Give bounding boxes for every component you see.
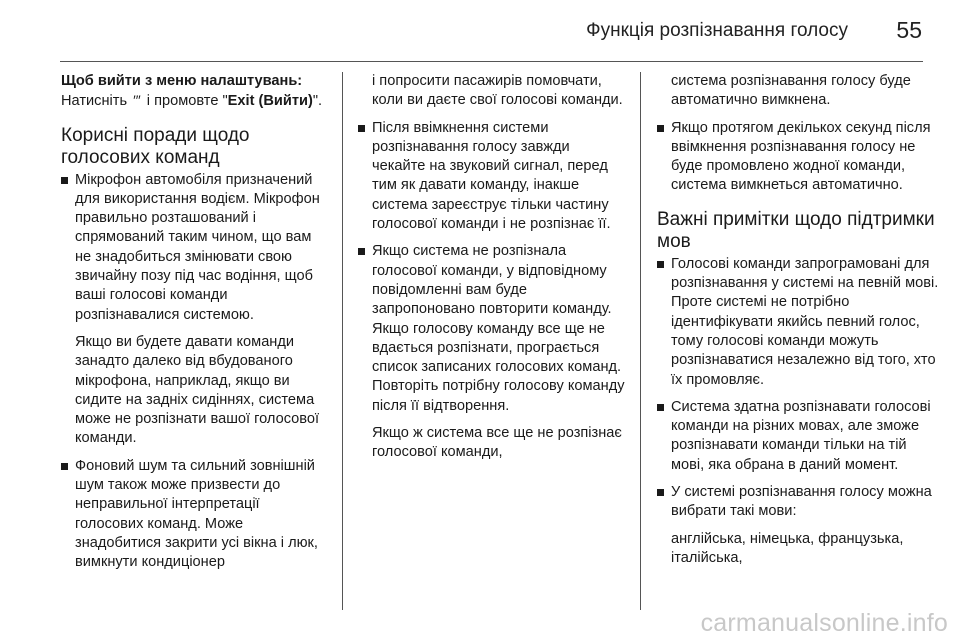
column-3	[657, 72, 942, 576]
continuation-text: і попросити пасажирів помовчати, коли ви даєте свої голосові команди.	[372, 73, 623, 109]
tip-text: Мікрофон автомобіля призначений для використання водієм. Мікрофон правильно розташований і спрямований таким чином, що вам не знадобиться змінювати свою звичайну позу під час водіння, щоб ваші голосові команди розпізнавалися системою.	[75, 171, 320, 323]
list-item	[61, 457, 331, 573]
tips-list-continued	[358, 119, 626, 463]
note-extra: англійська, німецька, французька, італійська,	[671, 530, 904, 566]
exit-text-before: Натисніть	[61, 93, 128, 110]
list-item	[657, 483, 942, 568]
bullet-icon	[61, 177, 68, 184]
tip-text: Якщо система не розпізнала голосової команди, у відповідному повідомленні вам буде запропоновано повторити команду. Якщо голосову команду все ще не вдається розпізнати, програється список записаних голосових команд. Повторіть потрібну голосову команду після її відтворення.	[372, 243, 625, 414]
bullet-icon	[657, 404, 664, 411]
bullet-icon	[358, 248, 365, 255]
bullet-icon	[657, 261, 664, 268]
page-number: 55	[896, 17, 922, 43]
list-item	[358, 119, 626, 235]
tip-text: Фоновий шум та сильний зовнішній шум також може призвести до неправильної інтерпретації голосових команд. Може знадобитися закрити усі вікна і люк, вимкнути кондиціонер	[75, 457, 318, 571]
voice-control-icon: ′″	[133, 92, 141, 109]
tip-extra: Якщо ви будете давати команди занадто далеко від вбудованого мікрофона, наприклад, якщо ви сидите на задніх сидіннях, система може не розпізнати вашої голосової команди.	[75, 333, 320, 447]
bullet-icon	[61, 463, 68, 470]
exit-command: Exit (Вийти)	[227, 93, 313, 110]
notes-list	[657, 255, 942, 568]
list-item	[61, 171, 331, 449]
exit-text-mid: і промовте "	[146, 93, 228, 110]
header-divider	[60, 61, 923, 62]
exit-instruction	[61, 91, 331, 111]
note-text: Голосові команди запрограмовані для розпізнавання у системі на певній мові. Проте системі не потрібно ідентифікувати якийсь певний голос, тому голосові команди можуть розпізнаватися незалежно від того, хто їх промовляє.	[671, 255, 939, 388]
continuation-text: система розпізнавання голосу буде автоматично вимкнена.	[671, 73, 911, 109]
bullet-icon	[657, 125, 664, 132]
tip-extra: Якщо ж система все ще не розпізнає голосової команди,	[372, 425, 622, 461]
tip-text: Після ввімкнення системи розпізнавання голосу завжди чекайте на звуковий сигнал, перед тим як давати команду, інакше система зареєструє тільки частину голосової команди і не розпізнає її.	[372, 119, 611, 233]
tips-list	[61, 171, 331, 573]
list-item	[358, 242, 626, 462]
column-divider-2	[640, 72, 641, 610]
column-divider-1	[342, 72, 343, 610]
column-2	[358, 72, 626, 471]
page-title: Функція розпізнавання голосу	[586, 20, 848, 41]
list-item	[657, 398, 942, 475]
page-header	[0, 0, 960, 60]
tip-text: Якщо протягом декількох секунд після ввімкнення розпізнавання голосу не буде промовлено жодної команди, система вимкнеться автоматично.	[671, 119, 931, 194]
tips-list-end	[657, 119, 942, 196]
notes-heading: Важні примітки щодо підтримки мов	[657, 208, 935, 252]
note-text: Система здатна розпізнавати голосові команди на різних мовах, але зможе розпізнавати команди тільки на тій мові, яка обрана в даний момент.	[671, 398, 931, 473]
exit-heading: Щоб вийти з меню налаштувань:	[61, 73, 303, 89]
bullet-icon	[657, 489, 664, 496]
tips-heading: Корисні поради щодо голосових команд	[61, 124, 250, 168]
exit-text-after: ".	[312, 93, 323, 110]
list-item	[657, 119, 942, 196]
watermark: carmanualsonline.info	[700, 609, 948, 637]
note-text: У системі розпізнавання голосу можна вибрати такі мови:	[671, 484, 932, 520]
bullet-icon	[358, 125, 365, 132]
column-1	[61, 72, 331, 581]
list-item	[657, 255, 942, 390]
